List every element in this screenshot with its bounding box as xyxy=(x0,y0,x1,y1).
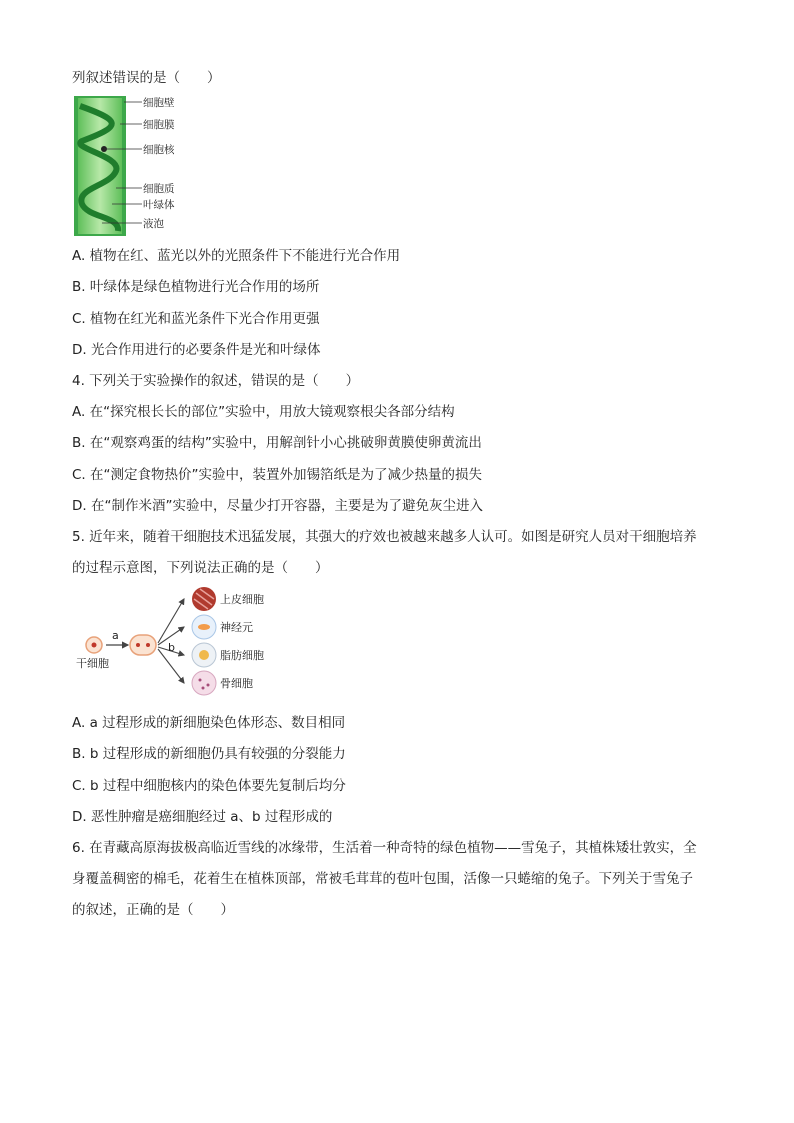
q6-stem-line2: 身覆盖稠密的棉毛，花着生在植株顶部，常被毛茸茸的苞叶包围，活像一只蜷缩的兔子。下列关于雪兔子 xyxy=(72,871,693,887)
arrow-a-label: a xyxy=(112,629,119,642)
label-nucleus: 细胞核 xyxy=(143,144,175,156)
label-cell-membrane: 细胞膜 xyxy=(143,119,175,131)
q5-option-a: A. a 过程形成的新细胞染色体形态、数目相同 xyxy=(72,715,346,731)
stem-cell-label: 干细胞 xyxy=(76,657,109,670)
dividing-cell-icon xyxy=(130,635,156,655)
neuron-label: 神经元 xyxy=(220,621,253,634)
label-cytoplasm: 细胞质 xyxy=(143,183,175,195)
q6-stem-line1: 6. 在青藏高原海拔极高临近雪线的冰缘带，生活着一种奇特的绿色植物——雪兔子，其植株矮壮敦实，全 xyxy=(72,840,697,856)
q4-stem: 4. 下列关于实验操作的叙述，错误的是（ ） xyxy=(72,373,360,389)
fat-cell-label: 脂肪细胞 xyxy=(220,649,264,662)
q5-option-d: D. 恶性肿瘤是癌细胞经过 a、b 过程形成的 xyxy=(72,809,333,825)
q3-option-c: C. 植物在红光和蓝光条件下光合作用更强 xyxy=(72,311,320,327)
q5-stem-line1: 5. 近年来，随着干细胞技术迅猛发展，其强大的疗效也被越来越多人认可。如图是研究人员对干细胞培养 xyxy=(72,529,697,545)
label-vacuole: 液泡 xyxy=(143,218,164,230)
q6-stem-line3: 的叙述，正确的是（ ） xyxy=(72,902,234,918)
bone-cell-label: 骨细胞 xyxy=(220,677,253,690)
q5-option-b: B. b 过程形成的新细胞仍具有较强的分裂能力 xyxy=(72,746,346,762)
label-cell-wall: 细胞壁 xyxy=(143,97,175,109)
epithelial-cell-label: 上皮细胞 xyxy=(220,593,264,606)
q5-stem-line2: 的过程示意图，下列说法正确的是（ ） xyxy=(72,560,329,576)
stem-cell-nucleus xyxy=(92,643,97,648)
q4-option-a: A. 在“探究根长长的部位”实验中，用放大镜观察根尖各部分结构 xyxy=(72,404,455,420)
q4-option-d: D. 在“制作米酒”实验中，尽量少打开容器，主要是为了避免灰尘进入 xyxy=(72,498,483,514)
q3-stem-tail: 列叙述错误的是（ ） xyxy=(72,70,221,86)
bone-cell-icon xyxy=(192,671,216,695)
plant-cell-figure xyxy=(72,96,192,236)
arrow-b-label: b xyxy=(168,641,175,654)
q3-option-a: A. 植物在红、蓝光以外的光照条件下不能进行光合作用 xyxy=(72,248,401,264)
q4-option-c: C. 在“测定食物热价”实验中，装置外加锡箔纸是为了减少热量的损失 xyxy=(72,467,482,483)
q4-option-b: B. 在“观察鸡蛋的结构”实验中，用解剖针小心挑破卵黄膜使卵黄流出 xyxy=(72,435,482,451)
q3-option-b: B. 叶绿体是绿色植物进行光合作用的场所 xyxy=(72,279,320,295)
label-chloroplast: 叶绿体 xyxy=(143,199,175,211)
q5-option-c: C. b 过程中细胞核内的染色体要先复制后均分 xyxy=(72,778,346,794)
q3-option-d: D. 光合作用进行的必要条件是光和叶绿体 xyxy=(72,342,321,358)
stem-cell-diagram xyxy=(72,585,292,700)
